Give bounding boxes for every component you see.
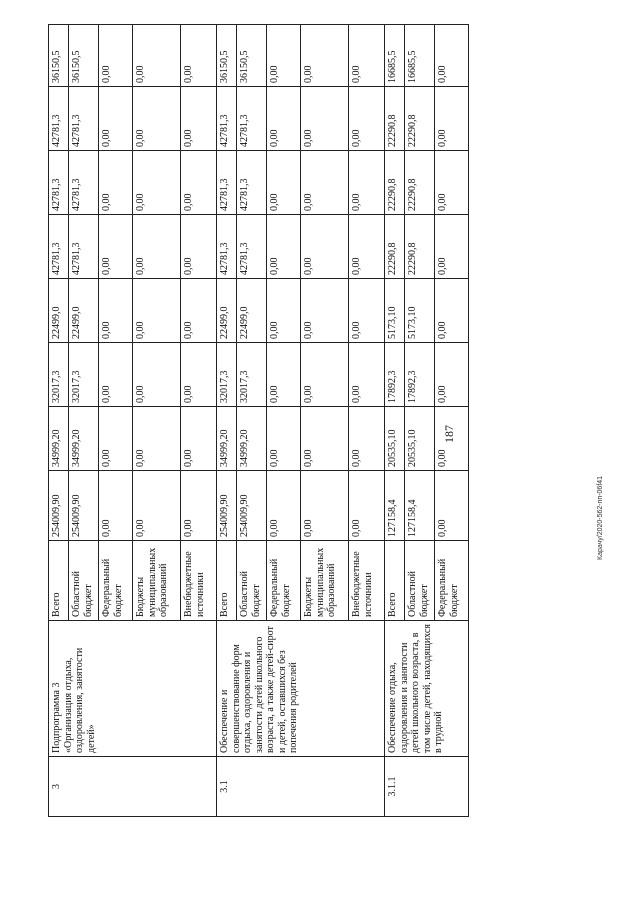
amount-cell: 0,00 — [133, 215, 181, 279]
amount-cell: 127158,4 — [385, 471, 405, 541]
amount-cell: 0,00 — [267, 215, 301, 279]
amount-cell: 0,00 — [301, 343, 349, 407]
amount-cell: 0,00 — [267, 279, 301, 343]
amount-cell: 16685,5 — [385, 25, 405, 87]
amount-cell: 0,00 — [267, 87, 301, 151]
amount-cell: 22499,0 — [69, 279, 99, 343]
rotated-sheet — [48, 25, 538, 817]
amount-cell: 17892,3 — [405, 343, 435, 407]
amount-cell: 22290,8 — [405, 87, 435, 151]
amount-cell: 32017,3 — [49, 343, 69, 407]
amount-cell: 0,00 — [133, 279, 181, 343]
amount-cell: 36150,5 — [49, 25, 69, 87]
document-stamp: Карачу/2020-562-пп-06f41 — [597, 475, 604, 560]
amount-cell: 42781,3 — [49, 215, 69, 279]
amount-cell: 42781,3 — [217, 215, 237, 279]
funding-source-cell: Всего — [217, 541, 237, 621]
amount-cell: 254009,90 — [237, 471, 267, 541]
amount-cell: 34999,20 — [49, 407, 69, 471]
amount-cell: 42781,3 — [217, 87, 237, 151]
amount-cell: 16685,5 — [405, 25, 435, 87]
amount-cell: 0,00 — [267, 151, 301, 215]
amount-cell: 20535,10 — [405, 407, 435, 471]
funding-source-cell: Бюджеты муниципальных образований — [301, 541, 349, 621]
amount-cell: 0,00 — [267, 471, 301, 541]
amount-cell: 254009,90 — [217, 471, 237, 541]
amount-cell: 32017,3 — [69, 343, 99, 407]
funding-source-cell: Всего — [49, 541, 69, 621]
amount-cell: 0,00 — [435, 87, 469, 151]
amount-cell: 0,00 — [99, 343, 133, 407]
amount-cell: 0,00 — [301, 279, 349, 343]
amount-cell: 0,00 — [301, 407, 349, 471]
amount-cell: 0,00 — [181, 407, 217, 471]
amount-cell: 5173,10 — [385, 279, 405, 343]
amount-cell: 0,00 — [301, 25, 349, 87]
row-number-cell: 3.1.1 — [385, 757, 469, 817]
amount-cell: 22290,8 — [385, 87, 405, 151]
amount-cell: 36150,5 — [69, 25, 99, 87]
amount-cell: 17892,3 — [385, 343, 405, 407]
amount-cell: 0,00 — [435, 215, 469, 279]
amount-cell: 0,00 — [99, 87, 133, 151]
amount-cell: 42781,3 — [217, 151, 237, 215]
amount-cell: 0,00 — [349, 343, 385, 407]
amount-cell: 5173,10 — [405, 279, 435, 343]
amount-cell: 20535,10 — [385, 407, 405, 471]
amount-cell: 0,00 — [349, 471, 385, 541]
amount-cell: 0,00 — [349, 151, 385, 215]
table-row — [49, 25, 69, 817]
amount-cell: 254009,90 — [49, 471, 69, 541]
table-body — [49, 25, 469, 817]
amount-cell: 0,00 — [435, 471, 469, 541]
amount-cell: 0,00 — [301, 87, 349, 151]
amount-cell: 42781,3 — [49, 151, 69, 215]
amount-cell: 0,00 — [267, 343, 301, 407]
amount-cell: 0,00 — [349, 279, 385, 343]
amount-cell: 0,00 — [301, 151, 349, 215]
amount-cell: 0,00 — [133, 87, 181, 151]
amount-cell: 254009,90 — [69, 471, 99, 541]
amount-cell: 0,00 — [435, 25, 469, 87]
amount-cell: 0,00 — [349, 87, 385, 151]
amount-cell: 0,00 — [99, 471, 133, 541]
funding-source-cell: Федеральный бюджет — [435, 541, 469, 621]
program-name-cell: Обеспечение отдыха, оздоровления и занятости детей школьного возраста, в том числе детей, находящихся в трудной — [385, 621, 469, 757]
amount-cell: 0,00 — [181, 471, 217, 541]
amount-cell: 42781,3 — [237, 215, 267, 279]
funding-source-cell: Федеральный бюджет — [99, 541, 133, 621]
amount-cell: 0,00 — [301, 215, 349, 279]
amount-cell: 127158,4 — [405, 471, 435, 541]
funding-source-cell: Всего — [385, 541, 405, 621]
amount-cell: 34999,20 — [69, 407, 99, 471]
amount-cell: 0,00 — [99, 215, 133, 279]
amount-cell: 34999,20 — [237, 407, 267, 471]
row-number-cell: 3 — [49, 757, 217, 817]
amount-cell: 0,00 — [301, 471, 349, 541]
amount-cell: 0,00 — [435, 279, 469, 343]
amount-cell: 22290,8 — [405, 215, 435, 279]
amount-cell: 42781,3 — [69, 151, 99, 215]
amount-cell: 0,00 — [133, 151, 181, 215]
amount-cell: 0,00 — [349, 25, 385, 87]
amount-cell: 22499,0 — [237, 279, 267, 343]
amount-cell: 0,00 — [133, 471, 181, 541]
amount-cell: 42781,3 — [49, 87, 69, 151]
amount-cell: 22290,8 — [405, 151, 435, 215]
amount-cell: 0,00 — [181, 25, 217, 87]
amount-cell: 0,00 — [181, 215, 217, 279]
amount-cell: 0,00 — [99, 407, 133, 471]
amount-cell: 42781,3 — [237, 151, 267, 215]
amount-cell: 22290,8 — [385, 215, 405, 279]
funding-source-cell: Областной бюджет — [69, 541, 99, 621]
page-number: 187 — [442, 425, 456, 443]
amount-cell: 22290,8 — [385, 151, 405, 215]
amount-cell: 0,00 — [181, 87, 217, 151]
row-number-cell: 3.1 — [217, 757, 385, 817]
amount-cell: 0,00 — [181, 151, 217, 215]
funding-source-cell: Федеральный бюджет — [267, 541, 301, 621]
amount-cell: 0,00 — [181, 279, 217, 343]
budget-table — [48, 24, 469, 817]
amount-cell: 0,00 — [267, 407, 301, 471]
amount-cell: 34999,20 — [217, 407, 237, 471]
amount-cell: 0,00 — [99, 151, 133, 215]
amount-cell: 42781,3 — [69, 215, 99, 279]
amount-cell: 42781,3 — [69, 87, 99, 151]
amount-cell: 0,00 — [435, 151, 469, 215]
table-row — [385, 25, 405, 817]
amount-cell: 0,00 — [133, 25, 181, 87]
amount-cell: 32017,3 — [237, 343, 267, 407]
amount-cell: 32017,3 — [217, 343, 237, 407]
amount-cell: 0,00 — [133, 407, 181, 471]
program-name-cell: Подпрограмма 3 «Организация отдыха, оздоровления, занятости детей» — [49, 621, 217, 757]
amount-cell: 22499,0 — [49, 279, 69, 343]
amount-cell: 0,00 — [349, 215, 385, 279]
funding-source-cell: Внебюджетные источники — [181, 541, 217, 621]
funding-source-cell: Бюджеты муниципальных образований — [133, 541, 181, 621]
amount-cell: 22499,0 — [217, 279, 237, 343]
table-row — [217, 25, 237, 817]
amount-cell: 0,00 — [435, 407, 469, 471]
amount-cell: 0,00 — [99, 25, 133, 87]
amount-cell: 42781,3 — [237, 87, 267, 151]
funding-source-cell: Внебюджетные источники — [349, 541, 385, 621]
amount-cell: 0,00 — [349, 407, 385, 471]
program-name-cell: Обеспечение и совершенствование форм отдыха, оздоровления и занятости детей школьного возраста, а также детей-сирот и детей, оставшихся без попечения родителей — [217, 621, 385, 757]
amount-cell: 36150,5 — [217, 25, 237, 87]
amount-cell: 0,00 — [435, 343, 469, 407]
funding-source-cell: Областной бюджет — [237, 541, 267, 621]
funding-source-cell: Областной бюджет — [405, 541, 435, 621]
amount-cell: 0,00 — [181, 343, 217, 407]
amount-cell: 0,00 — [133, 343, 181, 407]
amount-cell: 36150,5 — [237, 25, 267, 87]
amount-cell: 0,00 — [99, 279, 133, 343]
amount-cell: 0,00 — [267, 25, 301, 87]
